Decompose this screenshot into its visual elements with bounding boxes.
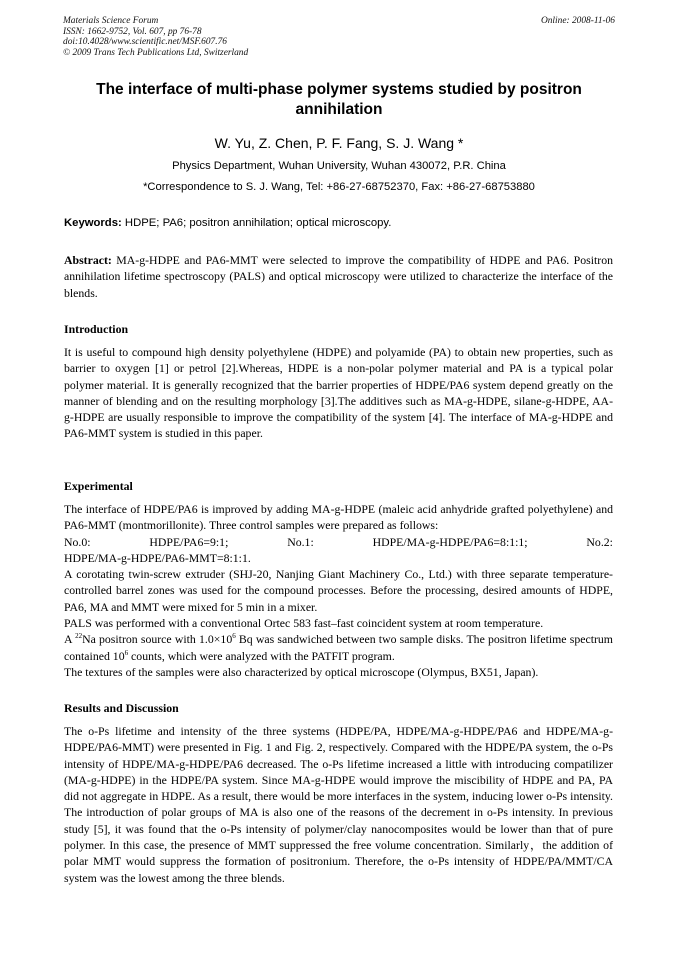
introduction-body: [64, 344, 613, 442]
results-paragraph: The o-Ps lifetime and intensity of the three systems (HDPE/PA, HDPE/MA-g-HDPE/PA6 and HDPE/MA-g-HDPE/PA6-MMT) were presented in Fig. 1 and Fig. 2, respectively. Compared with the HDPE/PA system, the o-Ps intensity of HDPE/MA-g-HDPE/PA6 decreased. The o-Ps lifetime increased a little with introducing compatilizer (MA-g-HDPE) in the HDPE/PA system. Since MA-g-HDPE would improve the miscibility of HDPE and PA, PA did not aggregate in HDPE. As a result, there would be more interfaces in the system, inducing lower o-Ps intensity. The introduction of polar groups of MA is also one of the reasons of the decrement in o-Ps intensity. In previous study [5], it was found that the o-Ps intensity of polymer/clay nanocomposites would be lower than that of pure polymer. In this case, the presence of MMT suppressed the free volume concentration. Similarly，the addition of polar MMT would suppress the formation of positronium. Therefore, the o-Ps intensity of HDPE/PA/MMT/CA system was the lowest among the three blends.: [64, 724, 613, 885]
experimental-paragraph-4: [64, 631, 613, 664]
keywords-text: HDPE; PA6; positron annihilation; optical microscopy.: [124, 217, 392, 229]
journal-header: [63, 16, 615, 58]
text-run: Na positron source with 1.0×10: [82, 632, 233, 647]
correspondence: *Correspondence to S. J. Wang, Tel: +86-27-68752370, Fax: +86-27-68753880: [143, 181, 535, 193]
text-run: Bq was sandwiched between two sample disks. The positron lifetime spectrum contained 10: [64, 632, 613, 663]
abstract-label: Abstract:: [64, 253, 112, 267]
journal-name: Materials Science Forum: [63, 16, 159, 26]
section-heading-results: Results and Discussion: [64, 701, 179, 715]
results-body: [64, 723, 613, 886]
online-date: Online: 2008-11-06: [540, 16, 615, 26]
superscript: 6: [232, 632, 236, 641]
sample-item: HDPE/PA6=9:1;: [149, 534, 229, 549]
experimental-body: [64, 501, 613, 680]
doi-line: doi:10.4028/www.scientific.net/MSF.607.76: [63, 37, 227, 48]
superscript: 22: [75, 632, 83, 641]
keywords: [64, 217, 391, 229]
sample-item: No.2:: [586, 534, 613, 549]
keywords-label: Keywords:: [64, 217, 122, 229]
section-heading-introduction: Introduction: [64, 322, 129, 336]
superscript: 6: [124, 648, 129, 657]
copyright-line: © 2009 Trans Tech Publications Ltd, Switzerland: [63, 47, 249, 58]
experimental-paragraph-1: The interface of HDPE/PA6 is improved by adding MA-g-HDPE (maleic acid anhydride grafted polyethylene) and PA6-MMT (montmorillonite). Three control samples were prepared as follows:: [64, 502, 613, 533]
experimental-paragraph-2: A corotating twin-screw extruder (SHJ-20, Nanjing Giant Machinery Co., Ltd.) with three separate temperature-controlled barrel zones was used for the compound processes. Before the processing, desired amounts of HDPE, PA6, MA and MMT were mixed for 5 min in a mixer.: [64, 567, 613, 614]
author-list: W. Yu, Z. Chen, P. F. Fang, S. J. Wang *: [214, 135, 464, 151]
abstract-text: MA-g-HDPE and PA6-MMT were selected to improve the compatibility of HDPE and PA6. Positron annihilation lifetime spectroscopy (PALS) and optical microscopy were utilized to characterize the interface of the blends.: [64, 253, 614, 300]
paper-title: The interface of multi-phase polymer systems studied by positron annihilation: [96, 81, 582, 118]
section-heading-experimental: Experimental: [64, 479, 133, 493]
text-run: A: [64, 632, 76, 647]
issn-line: ISSN: 1662-9752, Vol. 607, pp 76-78: [63, 26, 202, 37]
sample-item: No.1:: [287, 534, 314, 549]
introduction-paragraph: It is useful to compound high density polyethylene (HDPE) and polyamide (PA) to obtain new properties, such as barrier to oxygen [1] or petrol [2].Whereas, HDPE is a non-polar polymer material and PA is a typical polar polymer material. It is generally recognized that the barrier properties of HDPE/PA6 system depend greatly on the manner of blending and on the resulting morphology [3].The additives such as MA-g-HDPE, silane-g-HDPE, AA-g-HDPE are usually responsible to improve the compatibility of the system [4]. The interface of MA-g-HDPE and PA6-MMT system is studied in this paper.: [64, 345, 613, 441]
experimental-paragraph-5: The textures of the samples were also characterized by optical microscope (Olympus, BX51, Japan).: [64, 664, 539, 679]
sample-list: [64, 534, 613, 550]
abstract: [64, 252, 613, 301]
affiliation: Physics Department, Wuhan University, Wuhan 430072, P.R. China: [172, 160, 506, 172]
sample-item: No.0:: [64, 534, 91, 549]
experimental-paragraph-3: PALS was performed with a conventional Ortec 583 fast–fast coincident system at room temperature.: [64, 616, 544, 631]
sample-item: HDPE/MA-g-HDPE/PA6=8:1:1;: [372, 534, 528, 549]
text-run: counts, which were analyzed with the PATFIT program.: [128, 648, 395, 663]
sample-continuation: HDPE/MA-g-HDPE/PA6-MMT=8:1:1.: [64, 550, 251, 565]
